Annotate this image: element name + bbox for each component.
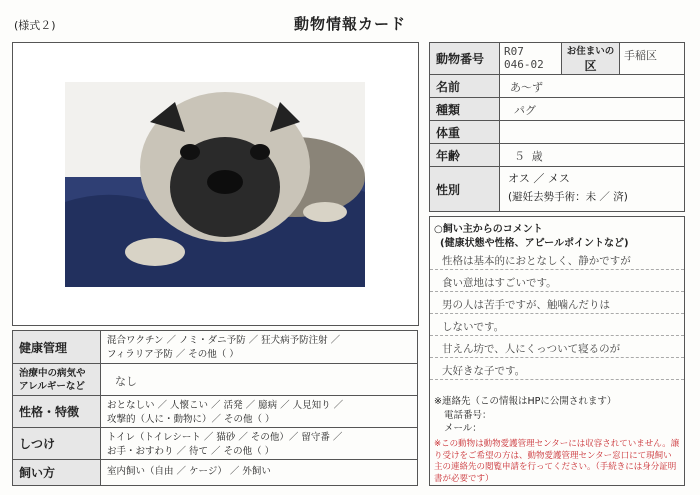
- health-label: 健康管理: [13, 331, 101, 364]
- number-label: 動物番号: [430, 43, 500, 75]
- health-options-line1: 混合ワクチン ／ ノミ・ダニ予防 ／ 狂犬病予防注射 ／: [107, 335, 341, 346]
- training-options-line2: お手・おすわり ／ 待て ／ その他（ ）: [107, 446, 275, 457]
- disease-value: なし: [101, 364, 417, 396]
- comment-rule: [430, 335, 684, 337]
- weight-label: 体重: [430, 121, 500, 144]
- sex-value: [500, 167, 684, 211]
- residence-unit: 区: [584, 59, 597, 73]
- disease-label: [13, 364, 101, 396]
- breed-label: 種類: [430, 98, 500, 121]
- page-title: 動物情報カード: [293, 15, 406, 33]
- owner-comment-box: [429, 216, 685, 486]
- training-options: [101, 428, 417, 460]
- name-value: あ～ず: [500, 75, 684, 98]
- training-label: しつけ: [13, 428, 101, 460]
- spay-status: (避妊去勢手術：未 ／ 済): [508, 191, 628, 203]
- number-value: [500, 43, 562, 75]
- notice-text: ※この動物は動物愛護管理センターには収容されていません。譲り受けをご希望の方は、動物愛護管理センター窓口にて現飼い主の連絡先の閲覧申請を行ってください。（手続きには身分証明書が必要です）: [434, 439, 680, 484]
- sex-label: 性別: [430, 167, 500, 211]
- contact-title: ※連絡先（この情報はHPに公開されます）: [434, 396, 617, 407]
- keeping-label: 飼い方: [13, 460, 101, 485]
- training-options-line1: トイレ（トイレシート ／ 猫砂 ／ その他）／ 留守番 ／: [107, 432, 343, 443]
- breed-value: パグ: [500, 98, 684, 121]
- health-options-line2: フィラリア予防 ／ その他（ ）: [107, 349, 239, 360]
- personality-options: [101, 396, 417, 428]
- number-value-line1: R07: [504, 45, 524, 58]
- keeping-options: 室内飼い（自由 ／ ケージ） ／ 外飼い: [107, 466, 271, 477]
- sex-options: オス ／ メス: [508, 172, 570, 185]
- comment-line-6: 大好きな子です。: [442, 365, 526, 377]
- comment-line-5: 甘えん坊で、人にくっついて寝るのが: [442, 343, 621, 355]
- comment-title: ○飼い主からのコメント: [434, 224, 543, 235]
- personality-options-line1: おとなしい ／ 人懐こい ／ 活発 ／ 臆病 ／ 人見知り ／: [107, 400, 344, 411]
- residence-value: 手稲区: [620, 43, 684, 75]
- comment-line-2: 食い意地はすごいです。: [442, 277, 557, 289]
- phone-label: 電話番号：: [444, 410, 492, 421]
- comment-rule: [430, 357, 684, 359]
- disease-label-line1: 治療中の病気や: [19, 368, 86, 379]
- personality-label: 性格・特徴: [13, 396, 101, 428]
- comment-rule: [430, 269, 684, 271]
- residence-label: [562, 43, 620, 75]
- residence-label-text: お住まいの: [566, 46, 615, 57]
- number-value-line2: 046-02: [504, 58, 544, 71]
- comment-rule: [430, 313, 684, 315]
- comment-line-4: しないです。: [442, 321, 505, 333]
- health-options: [101, 331, 417, 364]
- name-label: 名前: [430, 75, 500, 98]
- mail-label: メール：: [444, 423, 482, 434]
- dog-photo: [65, 82, 365, 287]
- weight-value: [500, 121, 684, 144]
- personality-options-line2: 攻撃的（人に・動物に）／ その他（ ）: [107, 414, 275, 425]
- form-number: (様式２): [14, 19, 56, 32]
- comment-subtitle: (健康状態や性格、アピールポイントなど): [440, 238, 629, 249]
- comment-rule: [430, 379, 684, 381]
- age-value: ５ 歳: [500, 144, 684, 167]
- disease-label-line2: アレルギーなど: [19, 381, 85, 392]
- comment-line-3: 男の人は苦手ですが、触噛んだりは: [442, 299, 610, 311]
- care-info-table: [12, 330, 418, 486]
- comment-rule: [430, 291, 684, 293]
- age-label: 年齢: [430, 144, 500, 167]
- animal-info-table: [429, 42, 685, 212]
- comment-line-1: 性格は基本的におとなしく、静かですが: [442, 255, 631, 267]
